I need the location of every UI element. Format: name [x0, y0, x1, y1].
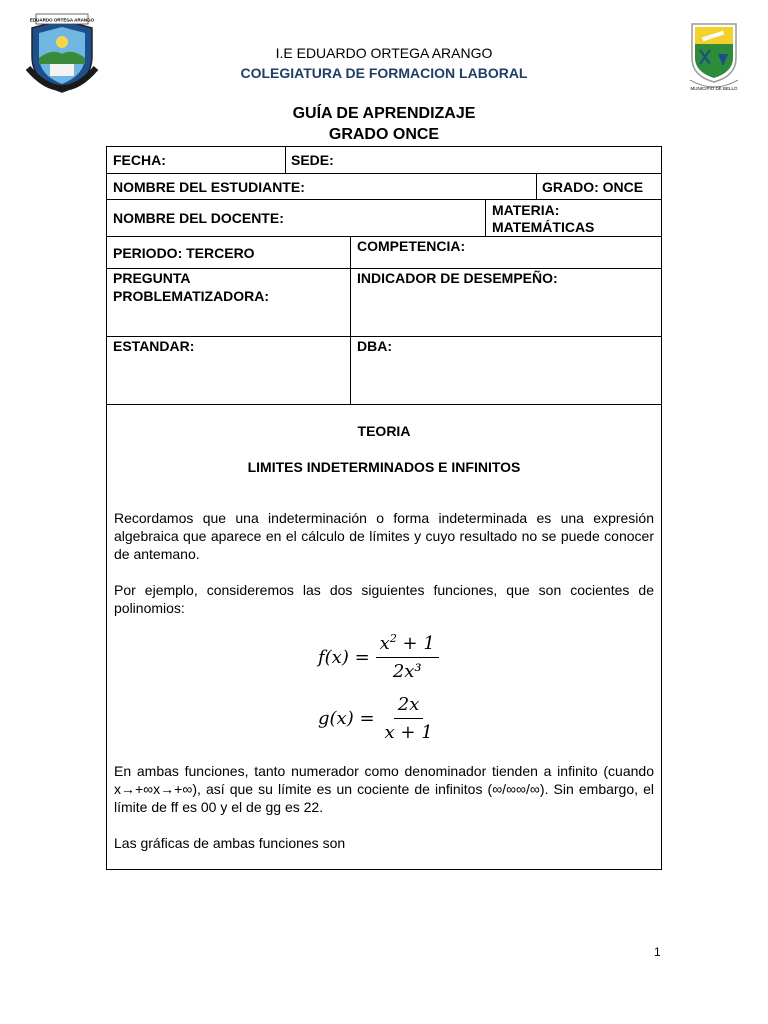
standard-label: ESTANDAR:: [113, 338, 195, 354]
col-divider: [536, 173, 537, 199]
institution-name: I.E EDUARDO ORTEGA ARANGO: [275, 45, 493, 61]
paragraph-infinity: En ambas funciones, tanto numerador como denominador tienden a infinito (cuando x→+∞x→+∞), así que su límite es un cociente de infinitos (∞/∞∞/∞). Sin embargo, el límite de ff es 00 y el de gg es 22.: [114, 763, 654, 815]
formula-g-numerator: 2x: [394, 694, 424, 719]
formula-f-fraction: [376, 632, 439, 682]
row-divider: [107, 404, 661, 405]
col-divider: [350, 236, 351, 404]
formula-f-lhs: f(x) =: [318, 646, 370, 668]
subject-value: MATEMÁTICAS: [492, 219, 595, 235]
grade-label: GRADO: ONCE: [542, 179, 644, 195]
problem-question-label-2: PROBLEMATIZADORA:: [113, 288, 270, 304]
formula-f-numerator: $x^2 + 1$: [376, 632, 439, 658]
formula-g-denominator: x + 1: [384, 722, 433, 743]
col-divider: [285, 147, 286, 173]
col-divider: [485, 199, 486, 236]
period-label: PERIODO: TERCERO: [113, 245, 255, 261]
dba-label: DBA:: [357, 338, 392, 354]
logo-right-text: MUNICIPIO DE BELLO: [690, 86, 738, 91]
paragraph-indeterminate: Recordamos que una indeterminación o forma indeterminada es una expresión algebraica que aparece en el cálculo de límites y cuyo resultado no se puede conocer de antemano.: [114, 510, 654, 562]
guide-title: GUÍA DE APRENDIZAJE: [292, 105, 476, 122]
grade-title: GRADO ONCE: [328, 126, 440, 143]
theory-subheading: LIMITES INDETERMINADOS E INFINITOS: [247, 459, 521, 475]
row-divider: [107, 268, 661, 269]
row-divider: [107, 336, 661, 337]
row-divider: [107, 236, 661, 237]
page-number: 1: [654, 945, 661, 959]
theory-heading: TEORIA: [357, 423, 411, 439]
formula-f-denominator: 2x³: [392, 661, 422, 682]
formula-f: [318, 632, 439, 682]
paragraph-example: Por ejemplo, consideremos las dos siguientes funciones, que son cocientes de polinomios:: [114, 582, 654, 616]
row-divider: [107, 199, 661, 200]
problem-question-label-1: PREGUNTA: [113, 270, 191, 286]
performance-indicator-label: INDICADOR DE DESEMPEÑO:: [357, 270, 558, 286]
formula-g-fraction: [381, 694, 437, 743]
formula-g: [318, 694, 437, 743]
institution-subtitle: COLEGIATURA DE FORMACION LABORAL: [240, 65, 528, 81]
sede-label: SEDE:: [291, 152, 334, 168]
formula-g-lhs: g(x) =: [318, 708, 375, 729]
subject-label: MATERIA:: [492, 202, 560, 218]
fecha-label: FECHA:: [113, 152, 166, 168]
competence-label: COMPETENCIA:: [357, 238, 466, 254]
teacher-name-label: NOMBRE DEL DOCENTE:: [113, 210, 284, 226]
paragraph-graphs: Las gráficas de ambas funciones son: [114, 835, 346, 851]
student-name-label: NOMBRE DEL ESTUDIANTE:: [113, 179, 305, 195]
row-divider: [107, 173, 661, 174]
logo-left-text: EDUARDO ORTEGA ARANGO: [29, 17, 95, 23]
